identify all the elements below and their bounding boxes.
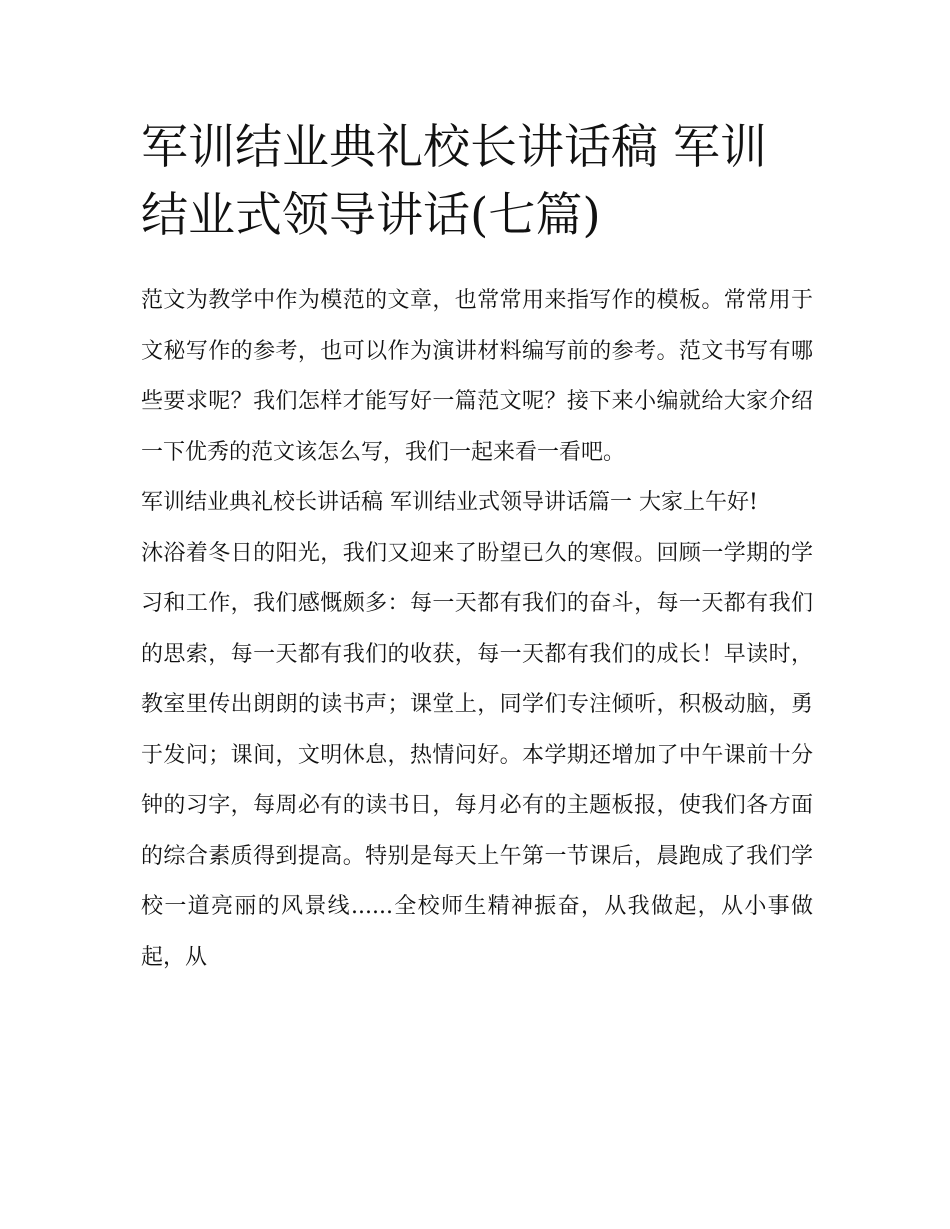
body-paragraph: 沐浴着冬日的阳光，我们又迎来了盼望已久的寒假。回顾一学期的学习和工作，我们感慨颇多：每一天都有我们的奋斗，每一天都有我们的思索，每一天都有我们的收获，每一天都有我们的成长！早读时，教室里传出朗朗的读书声；课堂上，同学们专注倾听，积极动脑，勇于发问；课间，文明休息，热情问好。本学期还增加了中午课前十分钟的习字，每周必有的读书日，每月必有的主题板报，使我们各方面的综合素质得到提高。特别是每天上午第一节课后，晨跑成了我们学校一道亮丽的风景线......全校师生精神振奋，从我做起，从小事做起，从 [141, 540, 813, 970]
document-title: 军训结业典礼校长讲话稿 军训结业式领导讲话(七篇) [141, 120, 767, 243]
document-body [141, 114, 813, 983]
intro-paragraph: 范文为教学中作为模范的文章，也常常用来指写作的模板。常常用于文秘写作的参考，也可以作为演讲材料编写前的参考。范文书写有哪些要求呢？我们怎样才能写好一篇范文呢？接下来小编就给大家介绍一下优秀的范文该怎么写，我们一起来看一看吧。 [141, 288, 813, 465]
section-heading-paragraph: 军训结业典礼校长讲话稿 军训结业式领导讲话篇一 大家上午好! [141, 490, 758, 515]
